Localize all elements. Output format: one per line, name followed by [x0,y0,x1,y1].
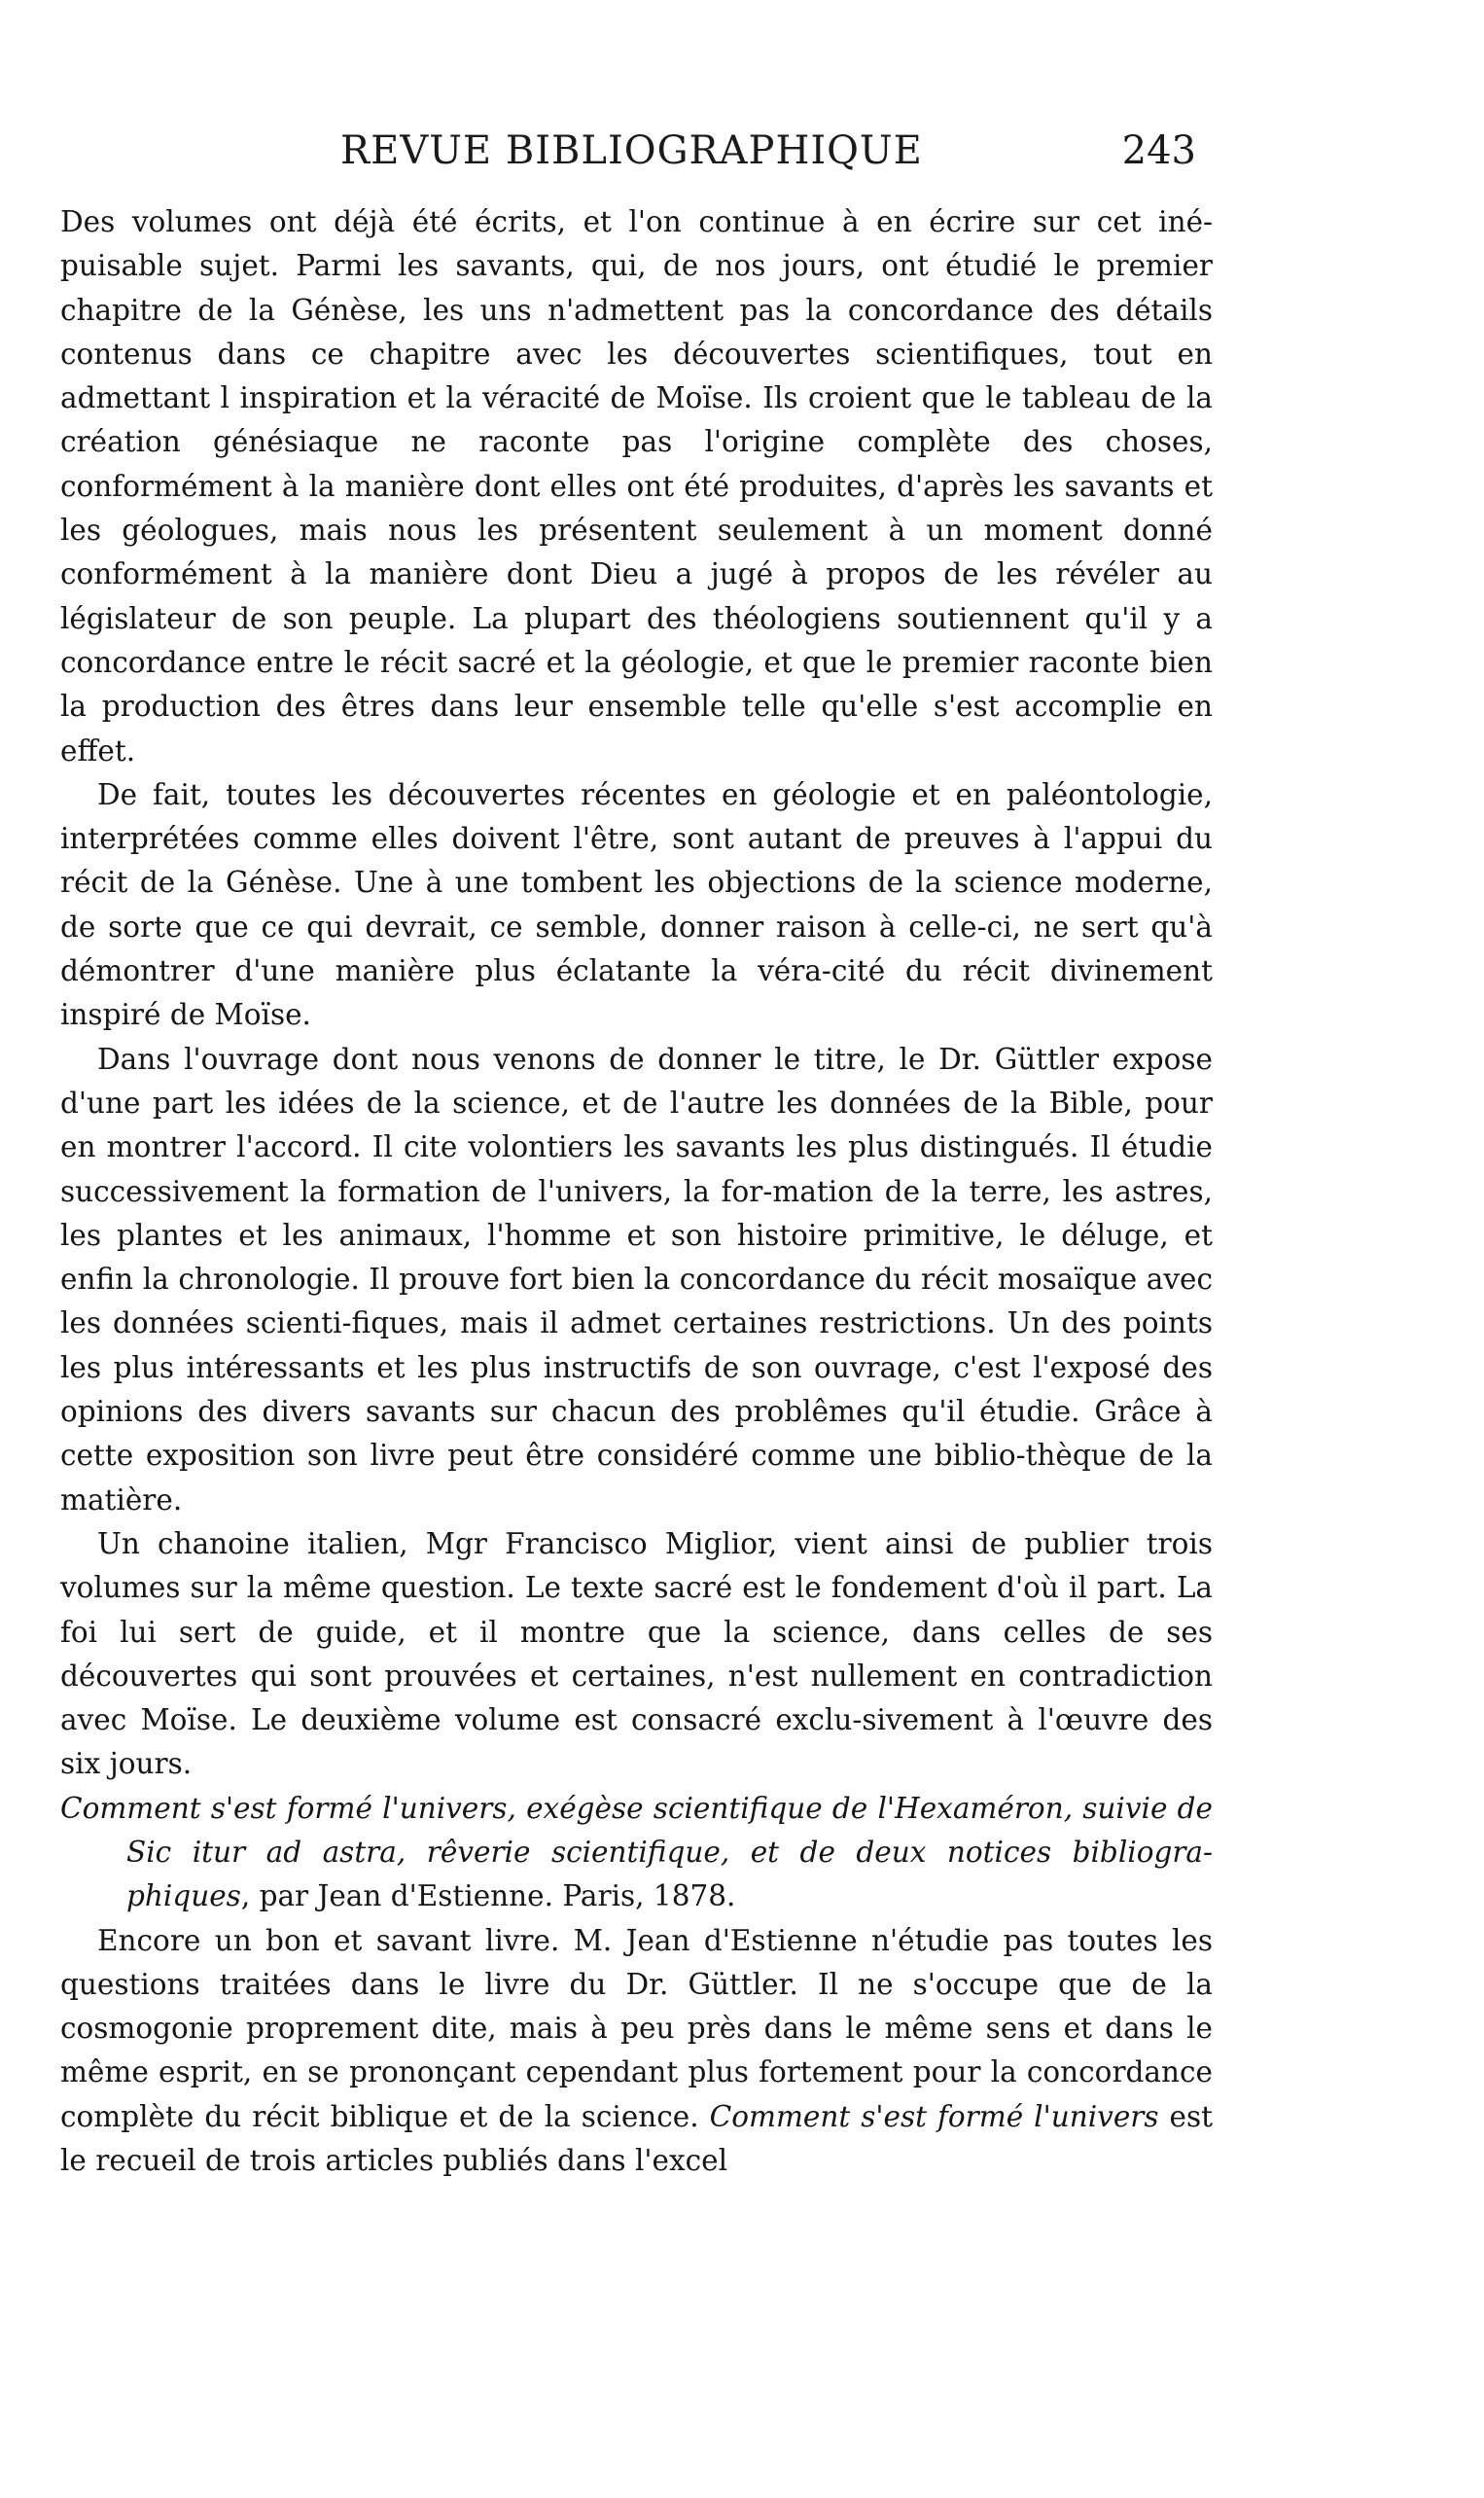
paragraph-5-book-title: Comment s'est formé l'univers [709,2099,1159,2133]
book-title: Comment s'est formé l'univers, exégèse scientifique de l'Hexaméron, suivie de Sic itur ad astra, rêverie scientifique, et de deux notices bibliogra-phiques [60,1791,1213,1913]
running-title: REVUE BIBLIOGRAPHIQUE [340,128,923,173]
page-header [68,128,1196,187]
page-number: 243 [1121,128,1196,173]
paragraph-4: Un chanoine italien, Mgr Francisco Miglior, vient ainsi de publier trois volumes sur la même question. Le texte sacré est le fondement d'où il part. La foi lui sert de guide, et il montre que la science, dans celles de ses découvertes qui sont prouvées et certaines, n'est nullement en contradiction avec Moïse. Le deuxième volume est consacré exclu-sivement à l'œuvre des six jours. [60,1526,1213,1781]
bibliography-entry [60,1787,1213,1919]
paragraph-2: De fait, toutes les découvertes récentes en géologie et en paléontologie, interprétées comme elles doivent l'être, sont autant de preuves à l'appui du récit de la Génèse. Une à une tombent les objections de la science moderne, de sorte que ce qui devrait, ce semble, donner raison à celle-ci, ne sert qu'à démontrer d'une manière plus éclatante la véra-cité du récit divinement inspiré de Moïse. [60,777,1213,1032]
paragraph-5-text: Encore un bon et savant livre. M. Jean d'Estienne n'étudie pas toutes les questions traitées dans le livre du Dr. Güttler. Il ne s'occupe que de la cosmogonie proprement dite, mais à peu près dans le même sens et dans le même esprit, en se prononçant cependant plus fortement pour la concordance complète du récit biblique et de la science. [60,1923,1213,2133]
paragraph-3: Dans l'ouvrage dont nous venons de donner le titre, le Dr. Güttler expose d'une part les idées de la science, et de l'autre les données de la Bible, pour en montrer l'accord. Il cite volontiers les savants les plus distingués. Il étudie successivement la formation de l'univers, la for-mation de la terre, les astres, les plantes et les animaux, l'homme et son histoire primitive, le déluge, et enfin la chronologie. Il prouve fort bien la concordance du récit mosaïque avec les données scienti-fiques, mais il admet certaines restrictions. Un des points les plus intéressants et les plus instructifs de son ouvrage, c'est l'exposé des opinions des divers savants sur chacun des problêmes qu'il étudie. Grâce à cette exposition son livre peut être considéré comme une biblio-thèque de la matière. [60,1042,1213,1517]
paragraph-5 [60,1919,1213,2184]
book-publication: , par Jean d'Estienne. Paris, 1878. [240,1879,736,1913]
paragraph-1: Des volumes ont déjà été écrits, et l'on continue à en écrire sur cet iné-puisable sujet. Parmi les savants, qui, de nos jours, ont étudié le premier chapitre de la Génèse, les uns n'admettent pas la concordance des détails contenus dans ce chapitre avec les découvertes scientifiques, tout en admettant l inspiration et la véracité de Moïse. Ils croient que le tableau de la création génésiaque ne raconte pas l'origine complète des choses, conformément à la manière dont elles ont été produites, d'après les savants et les géologues, mais nous les présentent seulement à un moment donné conformément à la manière dont Dieu a jugé à propos de les révéler au législateur de son peuple. La plupart des théologiens soutiennent qu'il y a concordance entre le récit sacré et la géologie, et que le premier raconte bien la production des êtres dans leur ensemble telle qu'elle s'est accomplie en effet. [60,205,1213,767]
paragraph-5-ending: est le recueil de trois articles publiés dans l'excel [60,2099,1213,2178]
page-body [60,200,1213,2183]
